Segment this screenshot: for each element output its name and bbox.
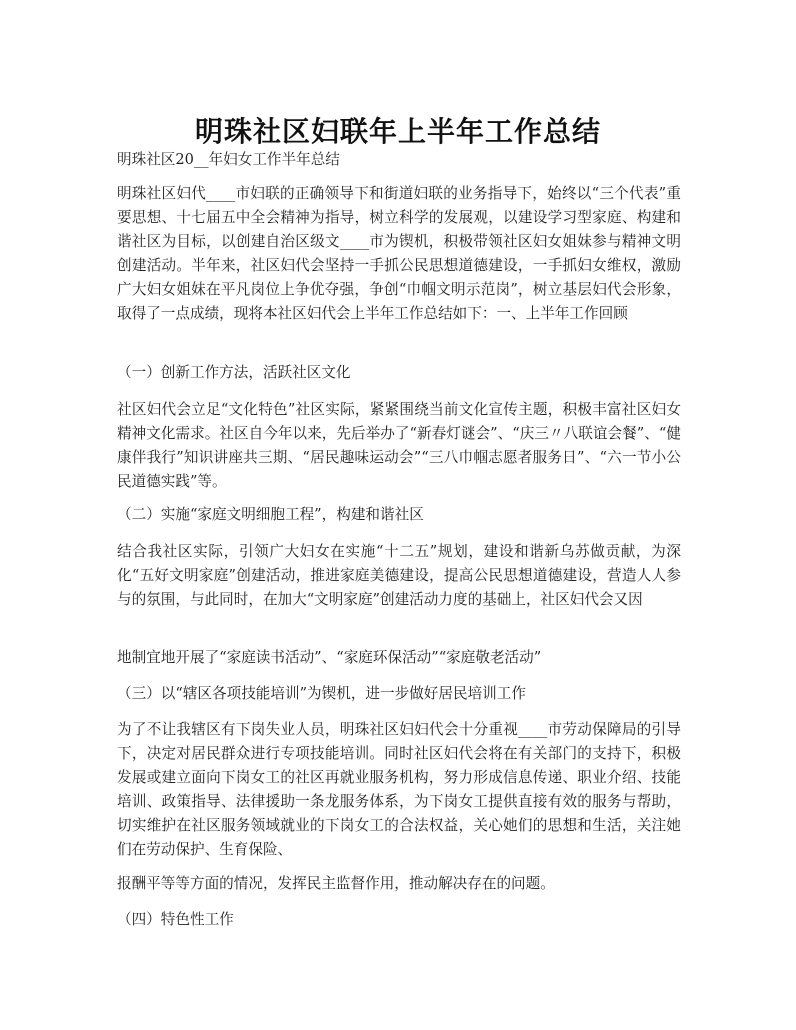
section-3-heading: （三）以“辖区各项技能培训”为锲机，进一步做好居民培训工作	[117, 685, 526, 702]
section-4-heading: （四）特色性工作	[117, 911, 234, 928]
section-1-paragraph: 社区妇代会立足“文化特色”社区实际，紧紧围绕当前文化宣传主题，积极丰富社区妇女精神文化需求。社区自今年以来，先后举办了“新春灯谜会”、“庆三〃八联谊会餐”、“健康伴我行”知识讲座共三期、“居民趣味运动会”“三八巾帼志愿者服务日”、“六一节小公民道德实践”等。	[117, 401, 681, 490]
section-3-paragraph: 为了不让我辖区有下岗失业人员，明珠社区妇妇代会十分重视____市劳动保障局的引导下，决定对居民群众进行专项技能培训。同时社区妇代会将在有关部门的支持下，积极发展或建立面向下岗女工的社区再就业服务机构，努力形成信息传递、职业介绍、技能培训、政策指导、法律援助一条龙服务体系，为下岗女工提供直接有效的服务与帮助，切实维护在社区服务领域就业的下岗女工的合法权益，关心她们的思想和生活，关注她们在劳动保护、生育保险、	[117, 721, 681, 858]
intro-paragraph: 明珠社区妇代____市妇联的正确领导下和街道妇联的业务指导下，始终以“三个代表”重要思想、十七届五中全会精神为指导，树立科学的发展观，以建设学习型家庭、构建和谐社区为目标，以创建自治区级文____市为锲机，积极带领社区妇女姐妹参与精神文明创建活动。半年来，社区妇代会坚持一手抓公民思想道德建设，一手抓妇女维权，激励广大妇女姐妹在平凡岗位上争优夺强，争创“巾帼文明示范岗”，树立基层妇代会形象，取得了一点成绩，现将本社区妇代会上半年工作总结如下：一、上半年工作回顾	[117, 185, 681, 322]
section-2-paragraph-continued: 地制宜地开展了“家庭读书活动”、“家庭环保活动”“家庭敬老活动”	[117, 649, 542, 666]
section-3-paragraph-continued: 报酬平等等方面的情况，发挥民主监督作用，推动解决存在的问题。	[117, 875, 555, 892]
document-subtitle: 明珠社区20__年妇女工作半年总结	[117, 151, 340, 168]
section-1-heading: （一）创新工作方法，活跃社区文化	[117, 364, 351, 381]
section-2-heading: （二）实施“家庭文明细胞工程”，构建和谐社区	[117, 506, 424, 523]
section-2-paragraph: 结合我社区实际，引领广大妇女在实施“十二五”规划，建设和谐新乌苏做贡献，为深化“五好文明家庭”创建活动，推进家庭美德建设，提高公民思想道德建设，营造人人参与的氛围，与此同时，在加大“文明家庭”创建活动力度的基础上，社区妇代会又因	[117, 543, 681, 608]
page-title: 明珠社区妇联年上半年工作总结	[194, 114, 601, 148]
